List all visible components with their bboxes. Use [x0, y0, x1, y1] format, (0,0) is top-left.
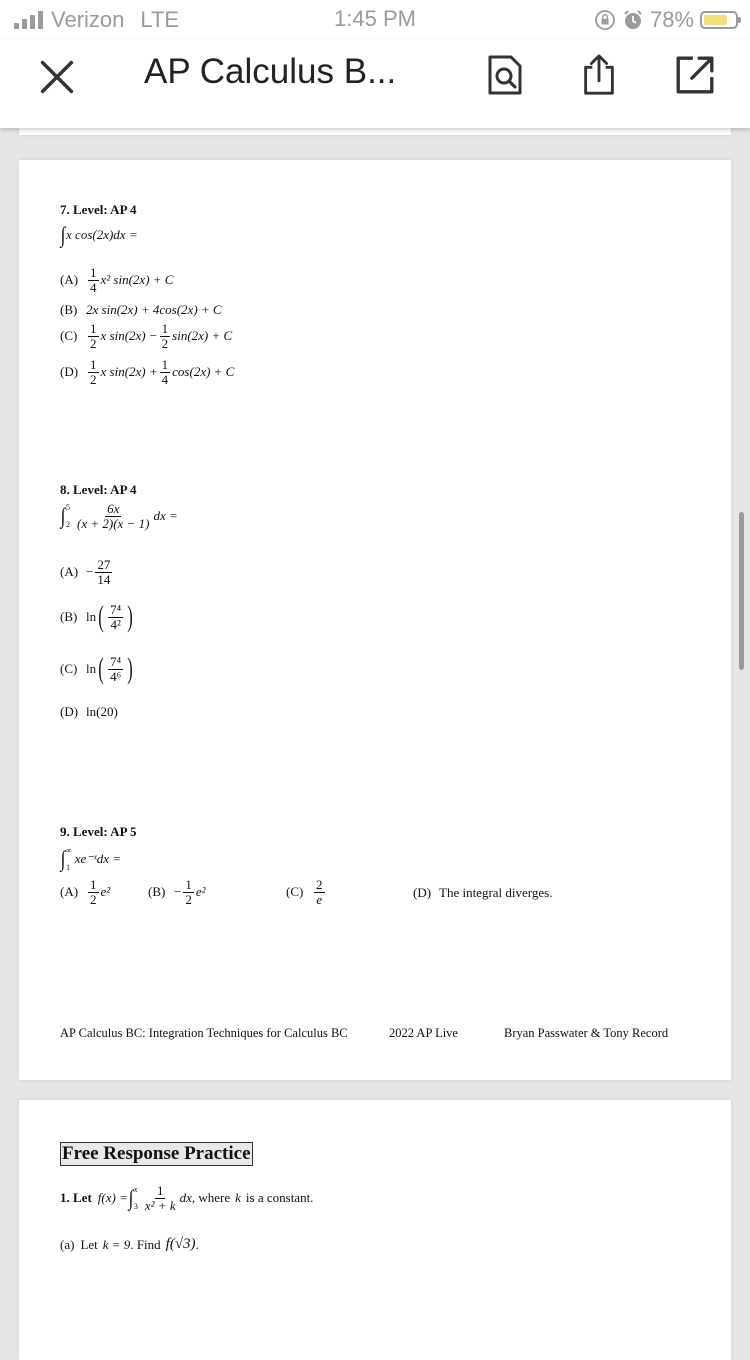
integral-sign: ∫ [60, 222, 66, 247]
footer-authors: Bryan Passwater & Tony Record [504, 1026, 669, 1040]
status-time: 1:45 PM [334, 6, 416, 31]
q8-option-d: (D) ln(20) [60, 704, 118, 719]
close-icon[interactable] [36, 56, 78, 98]
open-external-icon[interactable] [674, 54, 716, 96]
footer-event: 2022 AP Live [389, 1026, 458, 1040]
carrier: Verizon [51, 7, 125, 32]
footer-course: AP Calculus BC: Integration Techniques for Calculus BC [60, 1026, 348, 1040]
q9-option-b: (B) − $\frac{1}{2}$ e² [148, 877, 206, 907]
q7-option-b: (B) 2x sin(2x) + 4cos(2x) + C [60, 302, 222, 317]
q9-option-a: (A) $\frac{1}{2}$ e² [60, 877, 111, 907]
pdf-page[interactable] [19, 160, 731, 1080]
integral-sign: ∫ [60, 503, 66, 529]
share-icon[interactable] [578, 54, 620, 96]
status-bar [0, 0, 750, 40]
q7-option-c: (C) $\frac{1}{2}$ x sin(2x) − $\frac{1}{2}$ sin(2x) + C [60, 321, 233, 351]
question-9-title: 9. Level: AP 5 [60, 824, 137, 839]
question-9-stem: ∫ ∞ 1 xe⁻ˣdx = [60, 846, 122, 872]
battery-icon [700, 11, 738, 29]
q9-option-d: (D) The integral diverges. [413, 885, 553, 900]
q7-option-d: (D) $\frac{1}{2}$ x sin(2x) + $\frac{1}{4}$ cos(2x) + C [60, 357, 235, 387]
orientation-lock-icon [594, 9, 616, 31]
fr-question-1: 1. Let f(x) = ∫ x 3 $\frac{1}{\text{x² + k}}$ dx , where k is a constant. [60, 1183, 314, 1213]
fr-question-1a: (a) Let k = 9 . Find f(√3) . [60, 1236, 199, 1252]
question-8-title: 8. Level: AP 4 [60, 482, 137, 497]
battery-percent: 78% [649, 7, 694, 32]
q9-option-c: (C) $\frac{2}{e}$ [286, 877, 323, 907]
q7-option-a: (A) $\frac{1}{4}$ x² sin(2x) + C [60, 265, 174, 295]
q8-option-c: (C) ln ( $\frac{\text{7⁴}}{\text{4⁶}}$ ) [60, 652, 133, 685]
document-title: AP Calculus B... [144, 52, 397, 91]
question-8-stem: ∫ 5 2 $\frac{6x}{(x + 2)(x - 1)}$ dx = [60, 501, 178, 531]
alarm-icon [622, 9, 644, 31]
network-type: LTE [140, 7, 180, 32]
free-response-heading: Free Response Practice [62, 1143, 251, 1164]
question-7-stem: ∫ x cos(2x)dx = [60, 222, 138, 247]
document-search-icon[interactable] [484, 54, 526, 96]
status-right [594, 6, 738, 34]
navigation-bar [0, 40, 750, 128]
integral-sign: ∫ [60, 846, 66, 871]
battery-fill [704, 15, 727, 25]
q8-option-a: (A) − $\frac{27}{14}$ [60, 557, 111, 587]
scroll-indicator[interactable] [739, 512, 744, 670]
pdf-page[interactable] [19, 1100, 731, 1360]
q8-option-b: (B) ln ( $\frac{\text{7⁴}}{\text{4²}}$ ) [60, 600, 133, 633]
question-7-title: 7. Level: AP 4 [60, 202, 137, 217]
